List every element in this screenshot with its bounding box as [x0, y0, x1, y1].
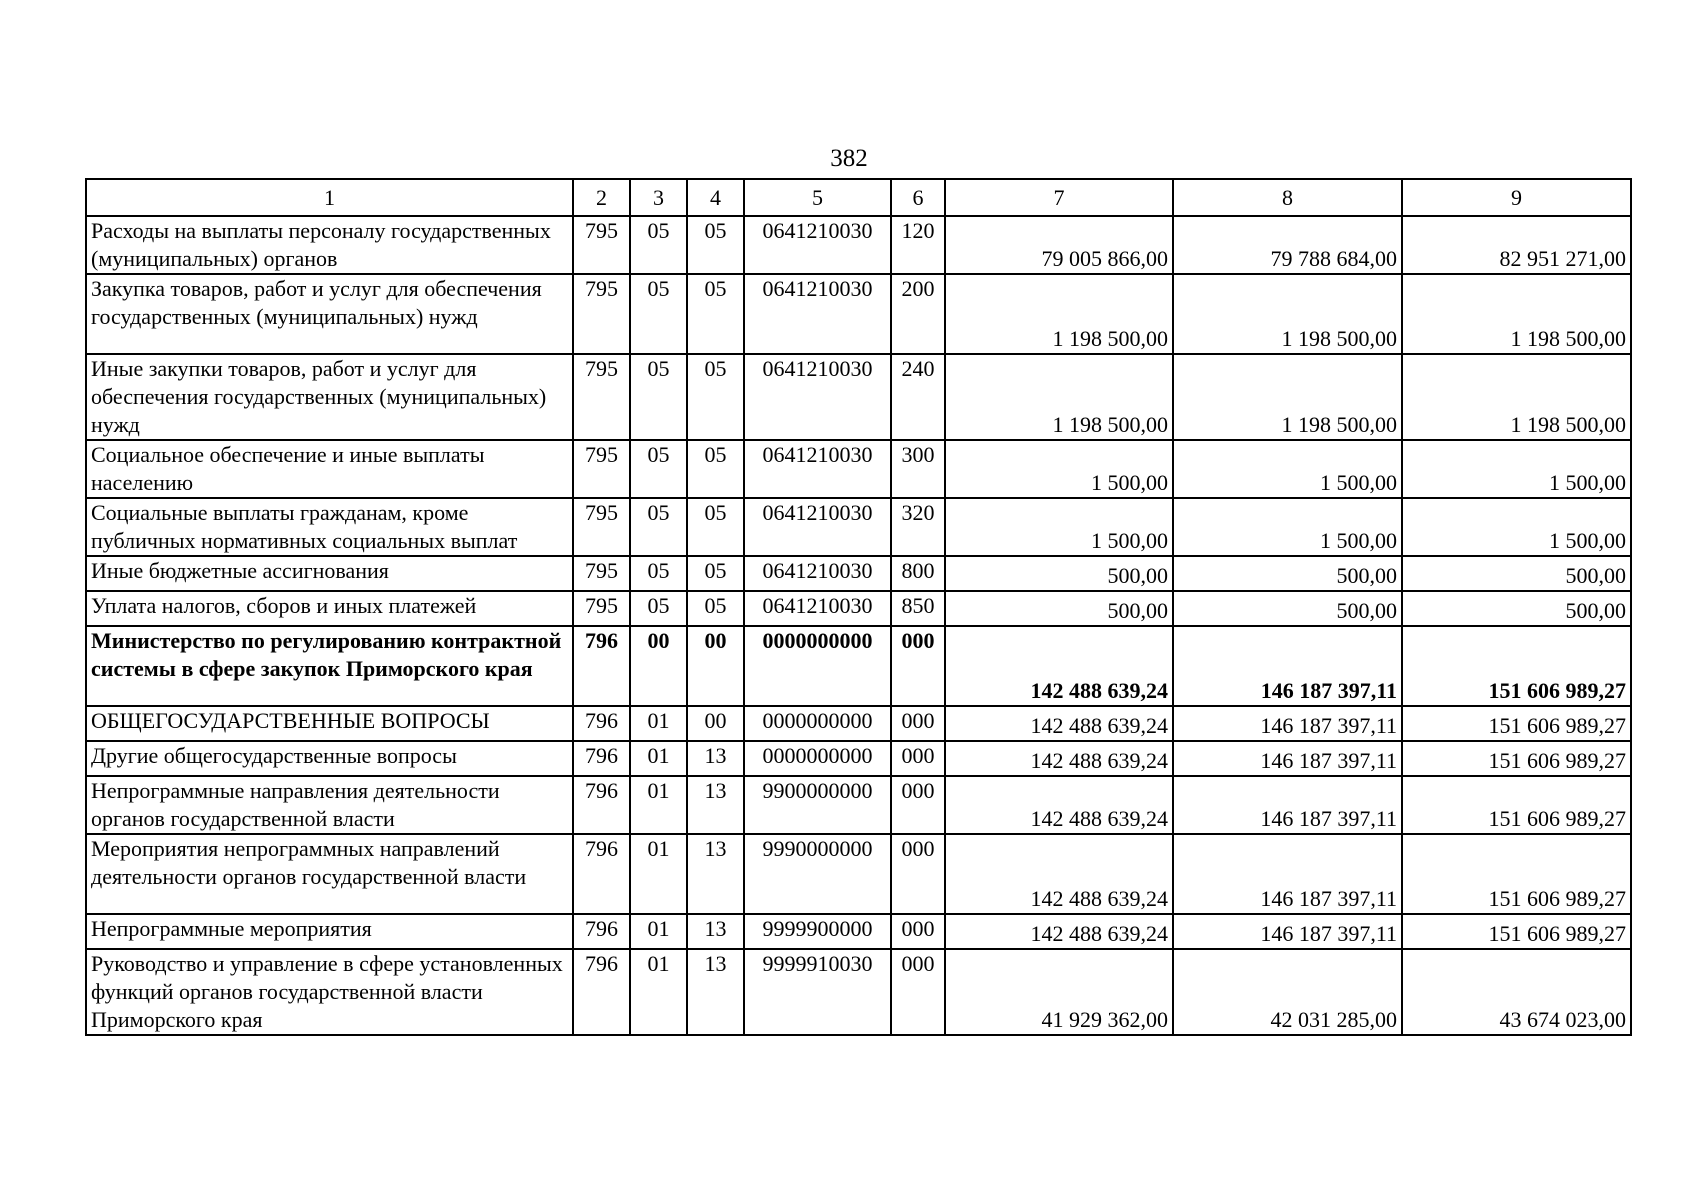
code-target: 0000000000 — [744, 741, 891, 776]
code-admin: 795 — [573, 354, 630, 440]
column-header: 5 — [744, 179, 891, 216]
code-subsection: 05 — [687, 591, 744, 626]
code-target: 9990000000 — [744, 834, 891, 914]
amount-col8: 146 187 397,11 — [1173, 776, 1402, 834]
code-subsection: 00 — [687, 626, 744, 706]
amount-col9: 151 606 989,27 — [1402, 706, 1631, 741]
amount-col8: 79 788 684,00 — [1173, 216, 1402, 274]
amount-col8: 146 187 397,11 — [1173, 741, 1402, 776]
column-header: 4 — [687, 179, 744, 216]
column-header: 3 — [630, 179, 687, 216]
amount-col9: 151 606 989,27 — [1402, 834, 1631, 914]
amount-col8: 1 198 500,00 — [1173, 354, 1402, 440]
amount-col7: 142 488 639,24 — [945, 706, 1173, 741]
code-section: 05 — [630, 440, 687, 498]
code-section: 00 — [630, 626, 687, 706]
amount-col8: 146 187 397,11 — [1173, 706, 1402, 741]
budget-table — [85, 178, 1632, 1036]
row-name: Иные бюджетные ассигнования — [86, 556, 573, 591]
table-row — [86, 741, 1631, 776]
amount-col7: 500,00 — [945, 556, 1173, 591]
code-section: 05 — [630, 556, 687, 591]
code-admin: 795 — [573, 440, 630, 498]
code-subsection: 13 — [687, 949, 744, 1035]
code-subsection: 05 — [687, 498, 744, 556]
column-header: 2 — [573, 179, 630, 216]
code-admin: 796 — [573, 914, 630, 949]
amount-col9: 500,00 — [1402, 591, 1631, 626]
amount-col8: 500,00 — [1173, 556, 1402, 591]
column-header: 9 — [1402, 179, 1631, 216]
code-section: 01 — [630, 834, 687, 914]
code-admin: 795 — [573, 591, 630, 626]
amount-col9: 1 500,00 — [1402, 498, 1631, 556]
row-name: Непрограммные направления деятельности органов государственной власти — [86, 776, 573, 834]
amount-col7: 142 488 639,24 — [945, 776, 1173, 834]
code-expense-type: 000 — [891, 776, 945, 834]
table-row — [86, 274, 1631, 354]
code-subsection: 00 — [687, 706, 744, 741]
code-admin: 796 — [573, 834, 630, 914]
code-subsection: 13 — [687, 834, 744, 914]
column-header: 7 — [945, 179, 1173, 216]
code-admin: 795 — [573, 498, 630, 556]
row-name: Министерство по регулированию контрактной системы в сфере закупок Приморского края — [86, 626, 573, 706]
code-target: 0641210030 — [744, 440, 891, 498]
amount-col8: 1 500,00 — [1173, 498, 1402, 556]
code-admin: 796 — [573, 626, 630, 706]
row-name: Социальное обеспечение и иные выплаты населению — [86, 440, 573, 498]
code-section: 05 — [630, 498, 687, 556]
amount-col7: 142 488 639,24 — [945, 741, 1173, 776]
amount-col9: 151 606 989,27 — [1402, 914, 1631, 949]
code-section: 05 — [630, 274, 687, 354]
amount-col7: 79 005 866,00 — [945, 216, 1173, 274]
row-name: Закупка товаров, работ и услуг для обеспечения государственных (муниципальных) нужд — [86, 274, 573, 354]
code-expense-type: 120 — [891, 216, 945, 274]
code-target: 0641210030 — [744, 556, 891, 591]
row-name: Социальные выплаты гражданам, кроме публичных нормативных социальных выплат — [86, 498, 573, 556]
amount-col8: 146 187 397,11 — [1173, 834, 1402, 914]
table-row — [86, 706, 1631, 741]
column-header: 1 — [86, 179, 573, 216]
code-section: 05 — [630, 591, 687, 626]
table-row — [86, 591, 1631, 626]
table-row — [86, 216, 1631, 274]
amount-col7: 142 488 639,24 — [945, 914, 1173, 949]
amount-col7: 1 500,00 — [945, 440, 1173, 498]
code-target: 0641210030 — [744, 354, 891, 440]
amount-col9: 151 606 989,27 — [1402, 776, 1631, 834]
table-row — [86, 354, 1631, 440]
amount-col7: 142 488 639,24 — [945, 626, 1173, 706]
table-row — [86, 914, 1631, 949]
row-name: Непрограммные мероприятия — [86, 914, 573, 949]
code-target: 0641210030 — [744, 591, 891, 626]
code-admin: 795 — [573, 274, 630, 354]
code-expense-type: 300 — [891, 440, 945, 498]
code-subsection: 13 — [687, 776, 744, 834]
table-row — [86, 440, 1631, 498]
code-target: 9900000000 — [744, 776, 891, 834]
amount-col7: 41 929 362,00 — [945, 949, 1173, 1035]
row-name: Уплата налогов, сборов и иных платежей — [86, 591, 573, 626]
amount-col7: 1 198 500,00 — [945, 274, 1173, 354]
amount-col7: 142 488 639,24 — [945, 834, 1173, 914]
row-name: Иные закупки товаров, работ и услуг для обеспечения государственных (муниципальных) нужд — [86, 354, 573, 440]
code-expense-type: 000 — [891, 914, 945, 949]
amount-col9: 82 951 271,00 — [1402, 216, 1631, 274]
code-section: 05 — [630, 216, 687, 274]
code-subsection: 13 — [687, 741, 744, 776]
amount-col8: 1 500,00 — [1173, 440, 1402, 498]
column-header: 6 — [891, 179, 945, 216]
page-number: 382 — [830, 145, 868, 172]
code-expense-type: 000 — [891, 834, 945, 914]
amount-col9: 1 500,00 — [1402, 440, 1631, 498]
code-expense-type: 000 — [891, 706, 945, 741]
code-expense-type: 000 — [891, 626, 945, 706]
amount-col8: 500,00 — [1173, 591, 1402, 626]
code-section: 01 — [630, 776, 687, 834]
code-expense-type: 240 — [891, 354, 945, 440]
amount-col9: 1 198 500,00 — [1402, 274, 1631, 354]
row-name: ОБЩЕГОСУДАРСТВЕННЫЕ ВОПРОСЫ — [86, 706, 573, 741]
code-admin: 796 — [573, 776, 630, 834]
amount-col9: 1 198 500,00 — [1402, 354, 1631, 440]
code-expense-type: 000 — [891, 949, 945, 1035]
code-section: 05 — [630, 354, 687, 440]
code-target: 0641210030 — [744, 274, 891, 354]
code-target: 9999910030 — [744, 949, 891, 1035]
table-header-row — [86, 179, 1631, 216]
code-admin: 796 — [573, 706, 630, 741]
code-subsection: 05 — [687, 354, 744, 440]
table-row — [86, 834, 1631, 914]
code-expense-type: 850 — [891, 591, 945, 626]
code-section: 01 — [630, 949, 687, 1035]
amount-col7: 1 198 500,00 — [945, 354, 1173, 440]
table-row — [86, 626, 1631, 706]
code-subsection: 05 — [687, 216, 744, 274]
code-target: 0000000000 — [744, 626, 891, 706]
amount-col9: 151 606 989,27 — [1402, 741, 1631, 776]
code-expense-type: 800 — [891, 556, 945, 591]
code-admin: 796 — [573, 949, 630, 1035]
table-row — [86, 556, 1631, 591]
code-subsection: 13 — [687, 914, 744, 949]
row-name: Другие общегосударственные вопросы — [86, 741, 573, 776]
amount-col9: 151 606 989,27 — [1402, 626, 1631, 706]
amount-col7: 500,00 — [945, 591, 1173, 626]
amount-col8: 42 031 285,00 — [1173, 949, 1402, 1035]
code-target: 9999900000 — [744, 914, 891, 949]
amount-col8: 1 198 500,00 — [1173, 274, 1402, 354]
row-name: Руководство и управление в сфере установленных функций органов государственной власти Приморского края — [86, 949, 573, 1035]
amount-col8: 146 187 397,11 — [1173, 626, 1402, 706]
code-target: 0641210030 — [744, 216, 891, 274]
code-target: 0641210030 — [744, 498, 891, 556]
amount-col9: 43 674 023,00 — [1402, 949, 1631, 1035]
code-admin: 795 — [573, 556, 630, 591]
code-expense-type: 000 — [891, 741, 945, 776]
table-row — [86, 776, 1631, 834]
code-admin: 795 — [573, 216, 630, 274]
table-row — [86, 949, 1631, 1035]
code-section: 01 — [630, 706, 687, 741]
amount-col9: 500,00 — [1402, 556, 1631, 591]
code-expense-type: 200 — [891, 274, 945, 354]
code-section: 01 — [630, 914, 687, 949]
code-subsection: 05 — [687, 274, 744, 354]
row-name: Расходы на выплаты персоналу государственных (муниципальных) органов — [86, 216, 573, 274]
code-section: 01 — [630, 741, 687, 776]
code-expense-type: 320 — [891, 498, 945, 556]
row-name: Мероприятия непрограммных направлений деятельности органов государственной власти — [86, 834, 573, 914]
amount-col8: 146 187 397,11 — [1173, 914, 1402, 949]
code-subsection: 05 — [687, 556, 744, 591]
code-target: 0000000000 — [744, 706, 891, 741]
code-admin: 796 — [573, 741, 630, 776]
table-row — [86, 498, 1631, 556]
column-header: 8 — [1173, 179, 1402, 216]
amount-col7: 1 500,00 — [945, 498, 1173, 556]
code-subsection: 05 — [687, 440, 744, 498]
